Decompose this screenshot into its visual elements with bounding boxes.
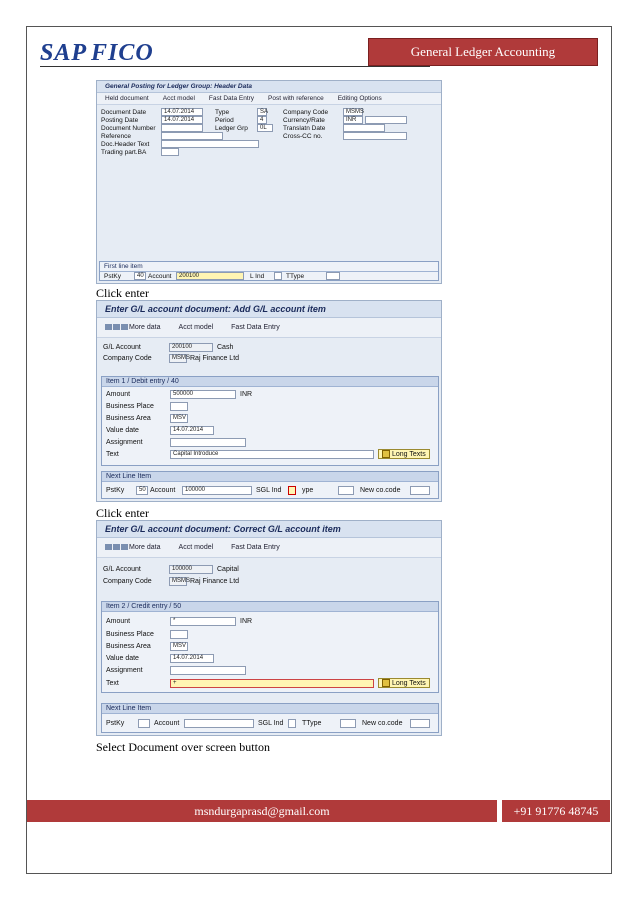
gl-account-label: G/L Account: [103, 566, 141, 573]
toolbar: [97, 93, 441, 105]
trading-label: Trading part.BA: [101, 149, 147, 156]
account-label: Account: [154, 720, 180, 727]
fast-data-entry-button[interactable]: Fast Data Entry: [208, 95, 255, 102]
doc-date-input[interactable]: 14.07.2014: [161, 108, 203, 116]
fast-data-entry-button[interactable]: Fast Data Entry: [231, 544, 280, 551]
value-date-input[interactable]: 14.07.2014: [170, 654, 214, 663]
screen-title: Enter G/L account document: Correct G/L account item: [97, 521, 441, 538]
caption-1: Click enter: [96, 286, 149, 300]
save-icon: [113, 544, 120, 550]
gl-desc: Capital: [217, 566, 239, 573]
value-date-label: Value date: [106, 427, 139, 434]
company-desc: Raj Finance Ltd: [190, 578, 240, 585]
acct-model-button[interactable]: Acct model: [178, 324, 214, 331]
gl-account-input[interactable]: 200100: [169, 343, 213, 352]
more-data-button[interactable]: More data: [105, 544, 161, 551]
edit-icon: [382, 450, 390, 458]
text-input[interactable]: Capital Introduce: [170, 450, 374, 459]
ttype-input[interactable]: [338, 486, 354, 495]
type-input[interactable]: SA: [257, 108, 267, 116]
next-line-title: Next Line Item: [102, 472, 438, 482]
post-date-input[interactable]: 14.07.2014: [161, 116, 203, 124]
trading-input[interactable]: [161, 148, 179, 156]
fast-data-entry-button[interactable]: Fast Data Entry: [231, 324, 280, 331]
pstky-input[interactable]: [138, 719, 150, 728]
gl-account-label: G/L Account: [103, 344, 141, 351]
translatn-input[interactable]: [343, 124, 385, 132]
sgl-ind-label: SGL Ind: [256, 487, 282, 494]
pstky-label: PstKy: [106, 487, 125, 494]
business-place-label: Business Place: [106, 403, 154, 410]
toolbar: [97, 318, 441, 338]
business-area-label: Business Area: [106, 643, 151, 650]
text-input[interactable]: +: [170, 679, 374, 688]
amount-label: Amount: [106, 618, 131, 625]
doc-icon: [105, 324, 112, 330]
pstky-label: PstKy: [106, 720, 125, 727]
business-area-label: Business Area: [106, 415, 151, 422]
reference-input[interactable]: [161, 132, 223, 140]
l-ind-input[interactable]: [274, 272, 282, 280]
sap-screen-header-data: [96, 80, 442, 284]
new-cocode-label: New co.code: [362, 720, 403, 727]
pstky-input[interactable]: 50: [136, 486, 148, 495]
company-code-label: Company Code: [103, 578, 152, 585]
new-cocode-input[interactable]: [410, 719, 430, 728]
account-input[interactable]: 100000: [182, 486, 252, 495]
gl-desc: Cash: [217, 344, 234, 351]
acct-model-button[interactable]: Acct model: [178, 544, 214, 551]
next-line-item-group: [101, 471, 439, 499]
more-data-button[interactable]: More data: [105, 324, 161, 331]
value-date-label: Value date: [106, 655, 139, 662]
doc-icon: [105, 544, 112, 550]
currency-label: Currency/Rate: [283, 117, 325, 124]
account-label: Account: [148, 273, 172, 280]
account-input[interactable]: [184, 719, 254, 728]
copy-icon: [121, 324, 128, 330]
doc-date-label: Document Date: [101, 109, 147, 116]
company-code-label: Company Code: [103, 355, 152, 362]
reference-label: Reference: [101, 133, 131, 140]
sgl-ind-input[interactable]: [288, 486, 296, 495]
footer-phone: +91 91776 48745: [502, 800, 610, 822]
first-line-item-group: [99, 261, 439, 281]
doc-header-label: Doc.Header Text: [101, 141, 150, 148]
header-rule: [40, 66, 430, 67]
copy-icon: [121, 544, 128, 550]
translatn-label: Translatn Date: [283, 125, 326, 132]
item-group: [101, 376, 439, 466]
long-texts-button[interactable]: Long Texts: [378, 449, 430, 459]
cross-cc-input[interactable]: [343, 132, 407, 140]
editing-options-button[interactable]: Editing Options: [337, 95, 382, 102]
sap-screen-correct-item: [96, 520, 442, 736]
period-label: Period: [215, 117, 234, 124]
screen-title: Enter G/L account document: Add G/L account item: [97, 301, 441, 318]
company-code-input[interactable]: MSMS: [169, 354, 187, 363]
ttype-input[interactable]: [340, 719, 356, 728]
amount-input[interactable]: *: [170, 617, 236, 626]
caption-3: Select Document over screen button: [96, 740, 270, 754]
first-line-item-title: First line item: [100, 262, 438, 272]
ttype-label: TType: [302, 720, 322, 727]
sgl-ind-input[interactable]: [288, 719, 296, 728]
business-place-label: Business Place: [106, 631, 154, 638]
period-input[interactable]: 4: [257, 116, 267, 124]
assignment-input[interactable]: [170, 666, 246, 675]
item-title: Item 2 / Credit entry / 50: [102, 602, 438, 612]
amount-label: Amount: [106, 391, 131, 398]
sap-screen-add-item: [96, 300, 442, 502]
item-group: [101, 601, 439, 693]
business-place-input[interactable]: [170, 630, 188, 639]
acct-model-button[interactable]: Acct model: [162, 95, 195, 102]
account-input[interactable]: 200100: [176, 272, 244, 280]
toolbar: [97, 538, 441, 558]
sgl-ind-label: SGL Ind: [258, 720, 284, 727]
long-texts-button[interactable]: Long Texts: [378, 678, 430, 688]
company-input[interactable]: MSMS: [343, 108, 363, 116]
text-label: Text: [106, 680, 119, 687]
account-label: Account: [150, 487, 176, 494]
business-area-input[interactable]: MSV: [170, 414, 188, 423]
text-label: Text: [106, 451, 119, 458]
business-place-input[interactable]: [170, 402, 188, 411]
assignment-label: Assignment: [106, 667, 143, 674]
new-cocode-label: New co.code: [360, 487, 401, 494]
next-line-title: Next Line Item: [102, 704, 438, 714]
post-with-reference-button[interactable]: Post with reference: [268, 95, 324, 102]
pstky-input[interactable]: 40: [134, 272, 146, 280]
currency-input[interactable]: INR: [343, 116, 363, 124]
type-label: Type: [215, 109, 230, 116]
company-desc: Raj Finance Ltd: [190, 355, 240, 362]
company-code-input[interactable]: MSMS: [169, 577, 187, 586]
amount-input[interactable]: 500000: [170, 390, 236, 399]
ttype-label: TType: [286, 273, 305, 280]
screen-title: General Posting for Ledger Group: Header Data: [97, 81, 441, 93]
assignment-input[interactable]: [170, 438, 246, 447]
header-title: General Ledger Accounting: [368, 38, 598, 66]
ledger-input[interactable]: 0L: [257, 124, 273, 132]
currency: INR: [240, 618, 253, 625]
assignment-label: Assignment: [106, 439, 143, 446]
held-document-button[interactable]: Held document: [105, 95, 149, 102]
doc-num-input[interactable]: [161, 124, 203, 132]
business-area-input[interactable]: MSV: [170, 642, 188, 651]
rate-input[interactable]: [365, 116, 407, 124]
item-title: Item 1 / Debit entry / 40: [102, 377, 438, 387]
pstky-label: PstKy: [104, 273, 121, 280]
company-label: Company Code: [283, 109, 329, 116]
gl-account-input[interactable]: 100000: [169, 565, 213, 574]
post-date-label: Posting Date: [101, 117, 139, 124]
value-date-input[interactable]: 14.07.2014: [170, 426, 214, 435]
doc-header-input[interactable]: [161, 140, 259, 148]
caption-2: Click enter: [96, 506, 149, 520]
footer-email: msndurgaprasd@gmail.com: [27, 800, 497, 822]
doc-num-label: Document Number: [101, 125, 156, 132]
l-ind-label: L Ind: [250, 273, 265, 280]
save-icon: [113, 324, 120, 330]
ttype-label: ype: [302, 487, 314, 494]
ledger-label: Ledger Grp: [215, 125, 248, 132]
cross-cc-label: Cross-CC no.: [283, 133, 323, 140]
ttype-input[interactable]: [326, 272, 340, 280]
next-line-item-group: [101, 703, 439, 733]
edit-icon: [382, 679, 390, 687]
new-cocode-input[interactable]: [410, 486, 430, 495]
currency: INR: [240, 391, 253, 398]
sap-fico-logo: SAP FICO: [40, 39, 154, 66]
